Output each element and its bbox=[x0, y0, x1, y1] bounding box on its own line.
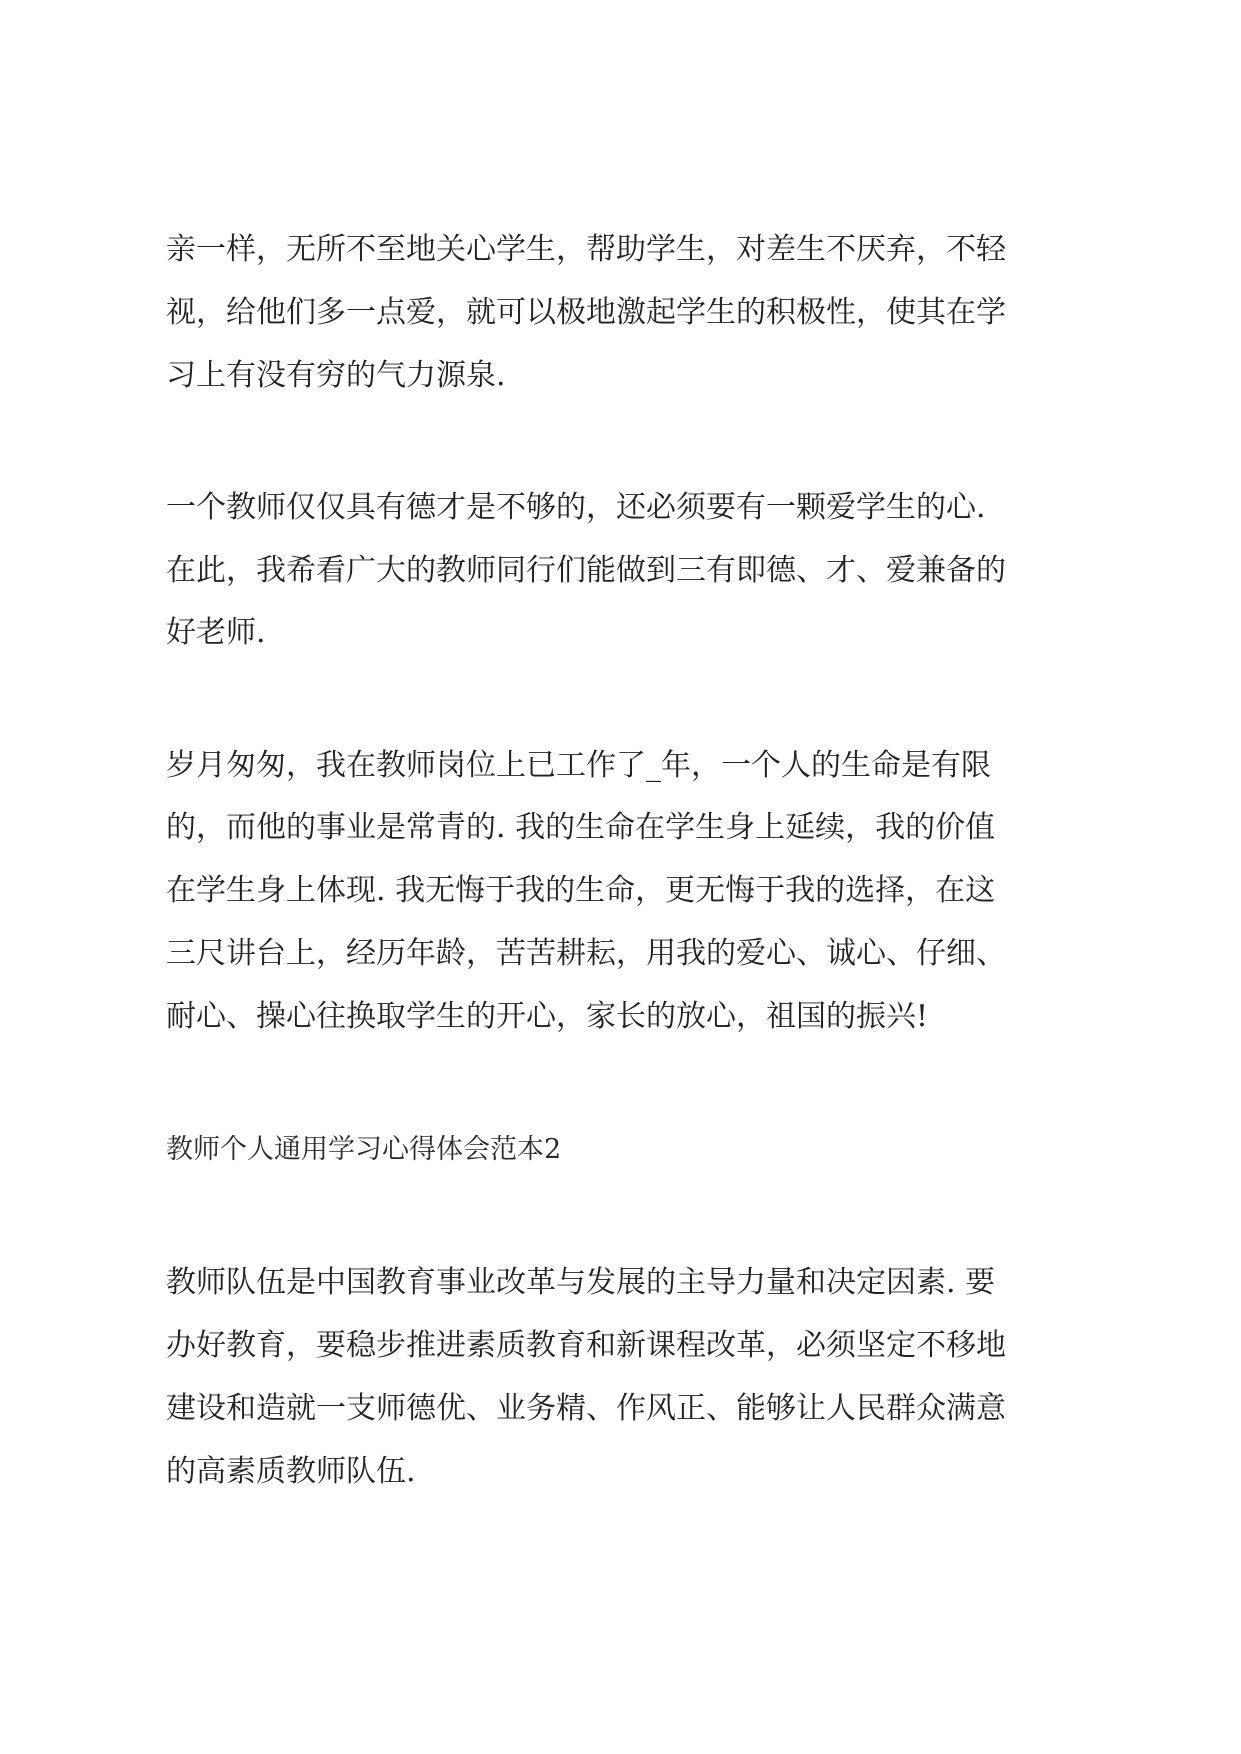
paragraph-4-line-1: 教师队伍是中国教育事业改革与发展的主导力量和决定因素. 要 bbox=[166, 1265, 996, 1300]
paragraph-4-line-3: 建设和造就一支师德优、业务精、作风正、能够让人民群众满意 bbox=[166, 1391, 1006, 1426]
paragraph-1-line-1: 亲一样，无所不至地关心学生，帮助学生，对差生不厌弃，不轻 bbox=[166, 232, 1006, 267]
paragraph-3-line-4: 三尺讲台上，经历年龄，苦苦耕耘，用我的爱心、诚心、仔细、 bbox=[166, 936, 1006, 971]
paragraph-1-line-2: 视，给他们多一点爱，就可以极地激起学生的积极性，使其在学 bbox=[166, 295, 1006, 330]
paragraph-1-line-3: 习上有没有穷的气力源泉. bbox=[166, 358, 506, 393]
paragraph-2-line-3: 好老师. bbox=[166, 615, 266, 650]
paragraph-4-line-2: 办好教育，要稳步推进素质教育和新课程改革，必须坚定不移地 bbox=[166, 1328, 1006, 1363]
paragraph-3-line-2: 的，而他的事业是常青的. 我的生命在学生身上延续，我的价值 bbox=[166, 810, 996, 845]
paragraph-3-line-1: 岁月匆匆，我在教师岗位上已工作了_年，一个人的生命是有限 bbox=[166, 748, 991, 783]
section-heading: 教师个人通用学习心得体会范本2 bbox=[166, 1134, 562, 1165]
paragraph-3-line-3: 在学生身上体现. 我无悔于我的生命，更无悔于我的选择，在这 bbox=[166, 873, 996, 908]
paragraph-2-line-1: 一个教师仅仅具有德才是不够的，还必须要有一颗爱学生的心. bbox=[166, 490, 986, 525]
paragraph-3-line-5: 耐心、操心往换取学生的开心，家长的放心，祖国的振兴! bbox=[166, 999, 929, 1034]
paragraph-2-line-2: 在此，我希看广大的教师同行们能做到三有即德、才、爱兼备的 bbox=[166, 553, 1006, 588]
paragraph-4-line-4: 的高素质教师队伍. bbox=[166, 1454, 416, 1489]
